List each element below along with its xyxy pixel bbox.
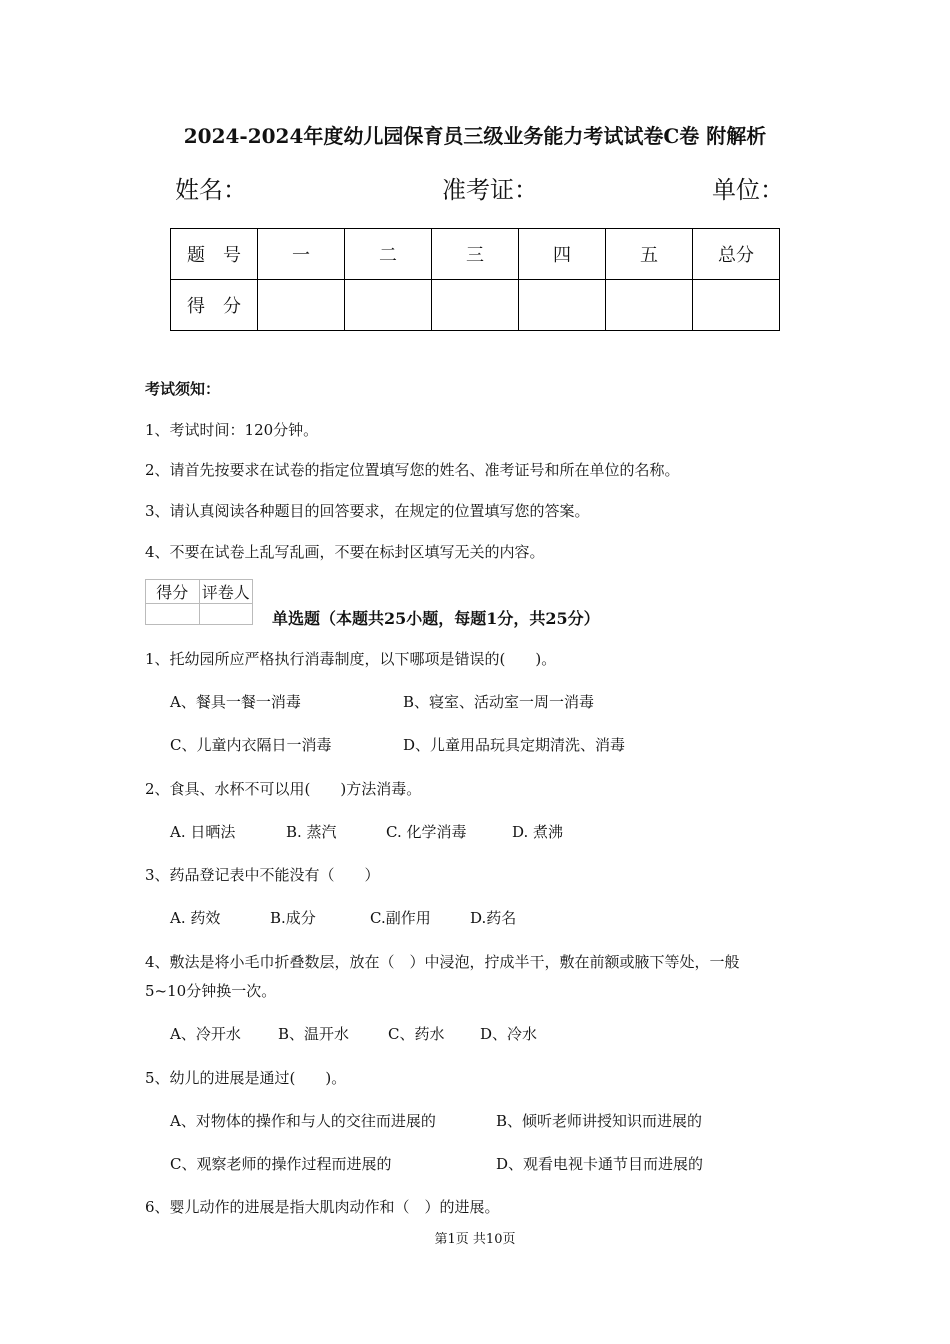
section-title: 单选题（本题共25小题，每题1分，共25分） <box>272 609 600 628</box>
question-stem: 2、食具、水杯不可以用( )方法消毒。 <box>145 780 422 798</box>
score-cell <box>345 280 432 331</box>
score-table-header-cell: 题 号 <box>171 229 258 280</box>
notice-item: 3、请认真阅读各种题目的回答要求，在规定的位置填写您的答案。 <box>145 502 590 520</box>
grader-score-label: 得分 <box>146 580 200 604</box>
option-d: D、冷水 <box>480 1025 538 1043</box>
page-footer: 第1页 共10页 <box>434 1232 516 1247</box>
score-table-header-cell: 总分 <box>693 229 780 280</box>
score-table <box>170 228 780 331</box>
question-stem: 1、托幼园所应严格执行消毒制度，以下哪项是错误的( )。 <box>145 650 557 668</box>
unit-field-label: 单位： <box>712 176 784 204</box>
option-b: B.成分 <box>270 909 316 927</box>
option-b: B、倾听老师讲授知识而进展的 <box>496 1112 703 1130</box>
notice-item: 4、不要在试卷上乱写乱画，不要在标封区填写无关的内容。 <box>145 543 545 561</box>
option-c: C. 化学消毒 <box>386 823 467 841</box>
question-stem: 4、敷法是将小毛巾折叠数层，放在（ ）中浸泡，拧成半干，敷在前额或腋下等处，一般 <box>145 953 740 971</box>
score-table-score-row <box>171 280 780 331</box>
score-table-header-cell: 二 <box>345 229 432 280</box>
score-row-label: 得 分 <box>171 280 258 331</box>
score-table-header-cell: 三 <box>432 229 519 280</box>
option-d: D、儿童用品玩具定期清洗、消毒 <box>403 736 626 754</box>
score-cell <box>693 280 780 331</box>
score-table-header-cell: 五 <box>606 229 693 280</box>
name-field-label: 姓名： <box>175 176 247 204</box>
option-a: A. 日晒法 <box>170 823 236 841</box>
option-b: B、寝室、活动室一周一消毒 <box>403 693 595 711</box>
score-table-header-row <box>171 229 780 280</box>
exam-number-field-label: 准考证： <box>442 176 538 204</box>
option-d: D、观看电视卡通节目而进展的 <box>496 1155 704 1173</box>
grader-box <box>145 579 253 625</box>
notice-heading: 考试须知： <box>145 380 221 398</box>
option-a: A、餐具一餐一消毒 <box>170 693 301 711</box>
option-c: C、儿童内衣隔日一消毒 <box>170 736 332 754</box>
score-cell <box>606 280 693 331</box>
option-d: D. 煮沸 <box>512 823 564 841</box>
score-cell <box>432 280 519 331</box>
score-cell <box>258 280 345 331</box>
option-c: C、观察老师的操作过程而进展的 <box>170 1155 392 1173</box>
option-a: A、冷开水 <box>170 1025 241 1043</box>
score-cell <box>519 280 606 331</box>
notice-item: 2、请首先按要求在试卷的指定位置填写您的姓名、准考证号和所在单位的名称。 <box>145 461 680 479</box>
option-b: B. 蒸汽 <box>286 823 337 841</box>
grader-reviewer-cell <box>199 604 253 625</box>
page-title: 2024-2024年度幼儿园保育员三级业务能力考试试卷C卷 附解析 <box>183 124 767 148</box>
option-a: A. 药效 <box>170 909 221 927</box>
option-c: C、药水 <box>388 1025 445 1043</box>
grader-score-cell <box>146 604 200 625</box>
option-c: C.副作用 <box>370 909 431 927</box>
notice-item: 1、考试时间：120分钟。 <box>145 421 319 439</box>
score-table-header-cell: 一 <box>258 229 345 280</box>
grader-reviewer-label: 评卷人 <box>199 580 253 604</box>
question-stem: 6、婴儿动作的进展是指大肌肉动作和（ ）的进展。 <box>145 1198 500 1216</box>
question-stem: 3、药品登记表中不能没有（ ） <box>145 866 380 884</box>
question-stem-continued: 5~10分钟换一次。 <box>145 982 277 1000</box>
score-table-header-cell: 四 <box>519 229 606 280</box>
option-a: A、对物体的操作和与人的交往而进展的 <box>170 1112 436 1130</box>
option-b: B、温开水 <box>278 1025 350 1043</box>
question-stem: 5、幼儿的进展是通过( )。 <box>145 1069 347 1087</box>
option-d: D.药名 <box>470 909 517 927</box>
